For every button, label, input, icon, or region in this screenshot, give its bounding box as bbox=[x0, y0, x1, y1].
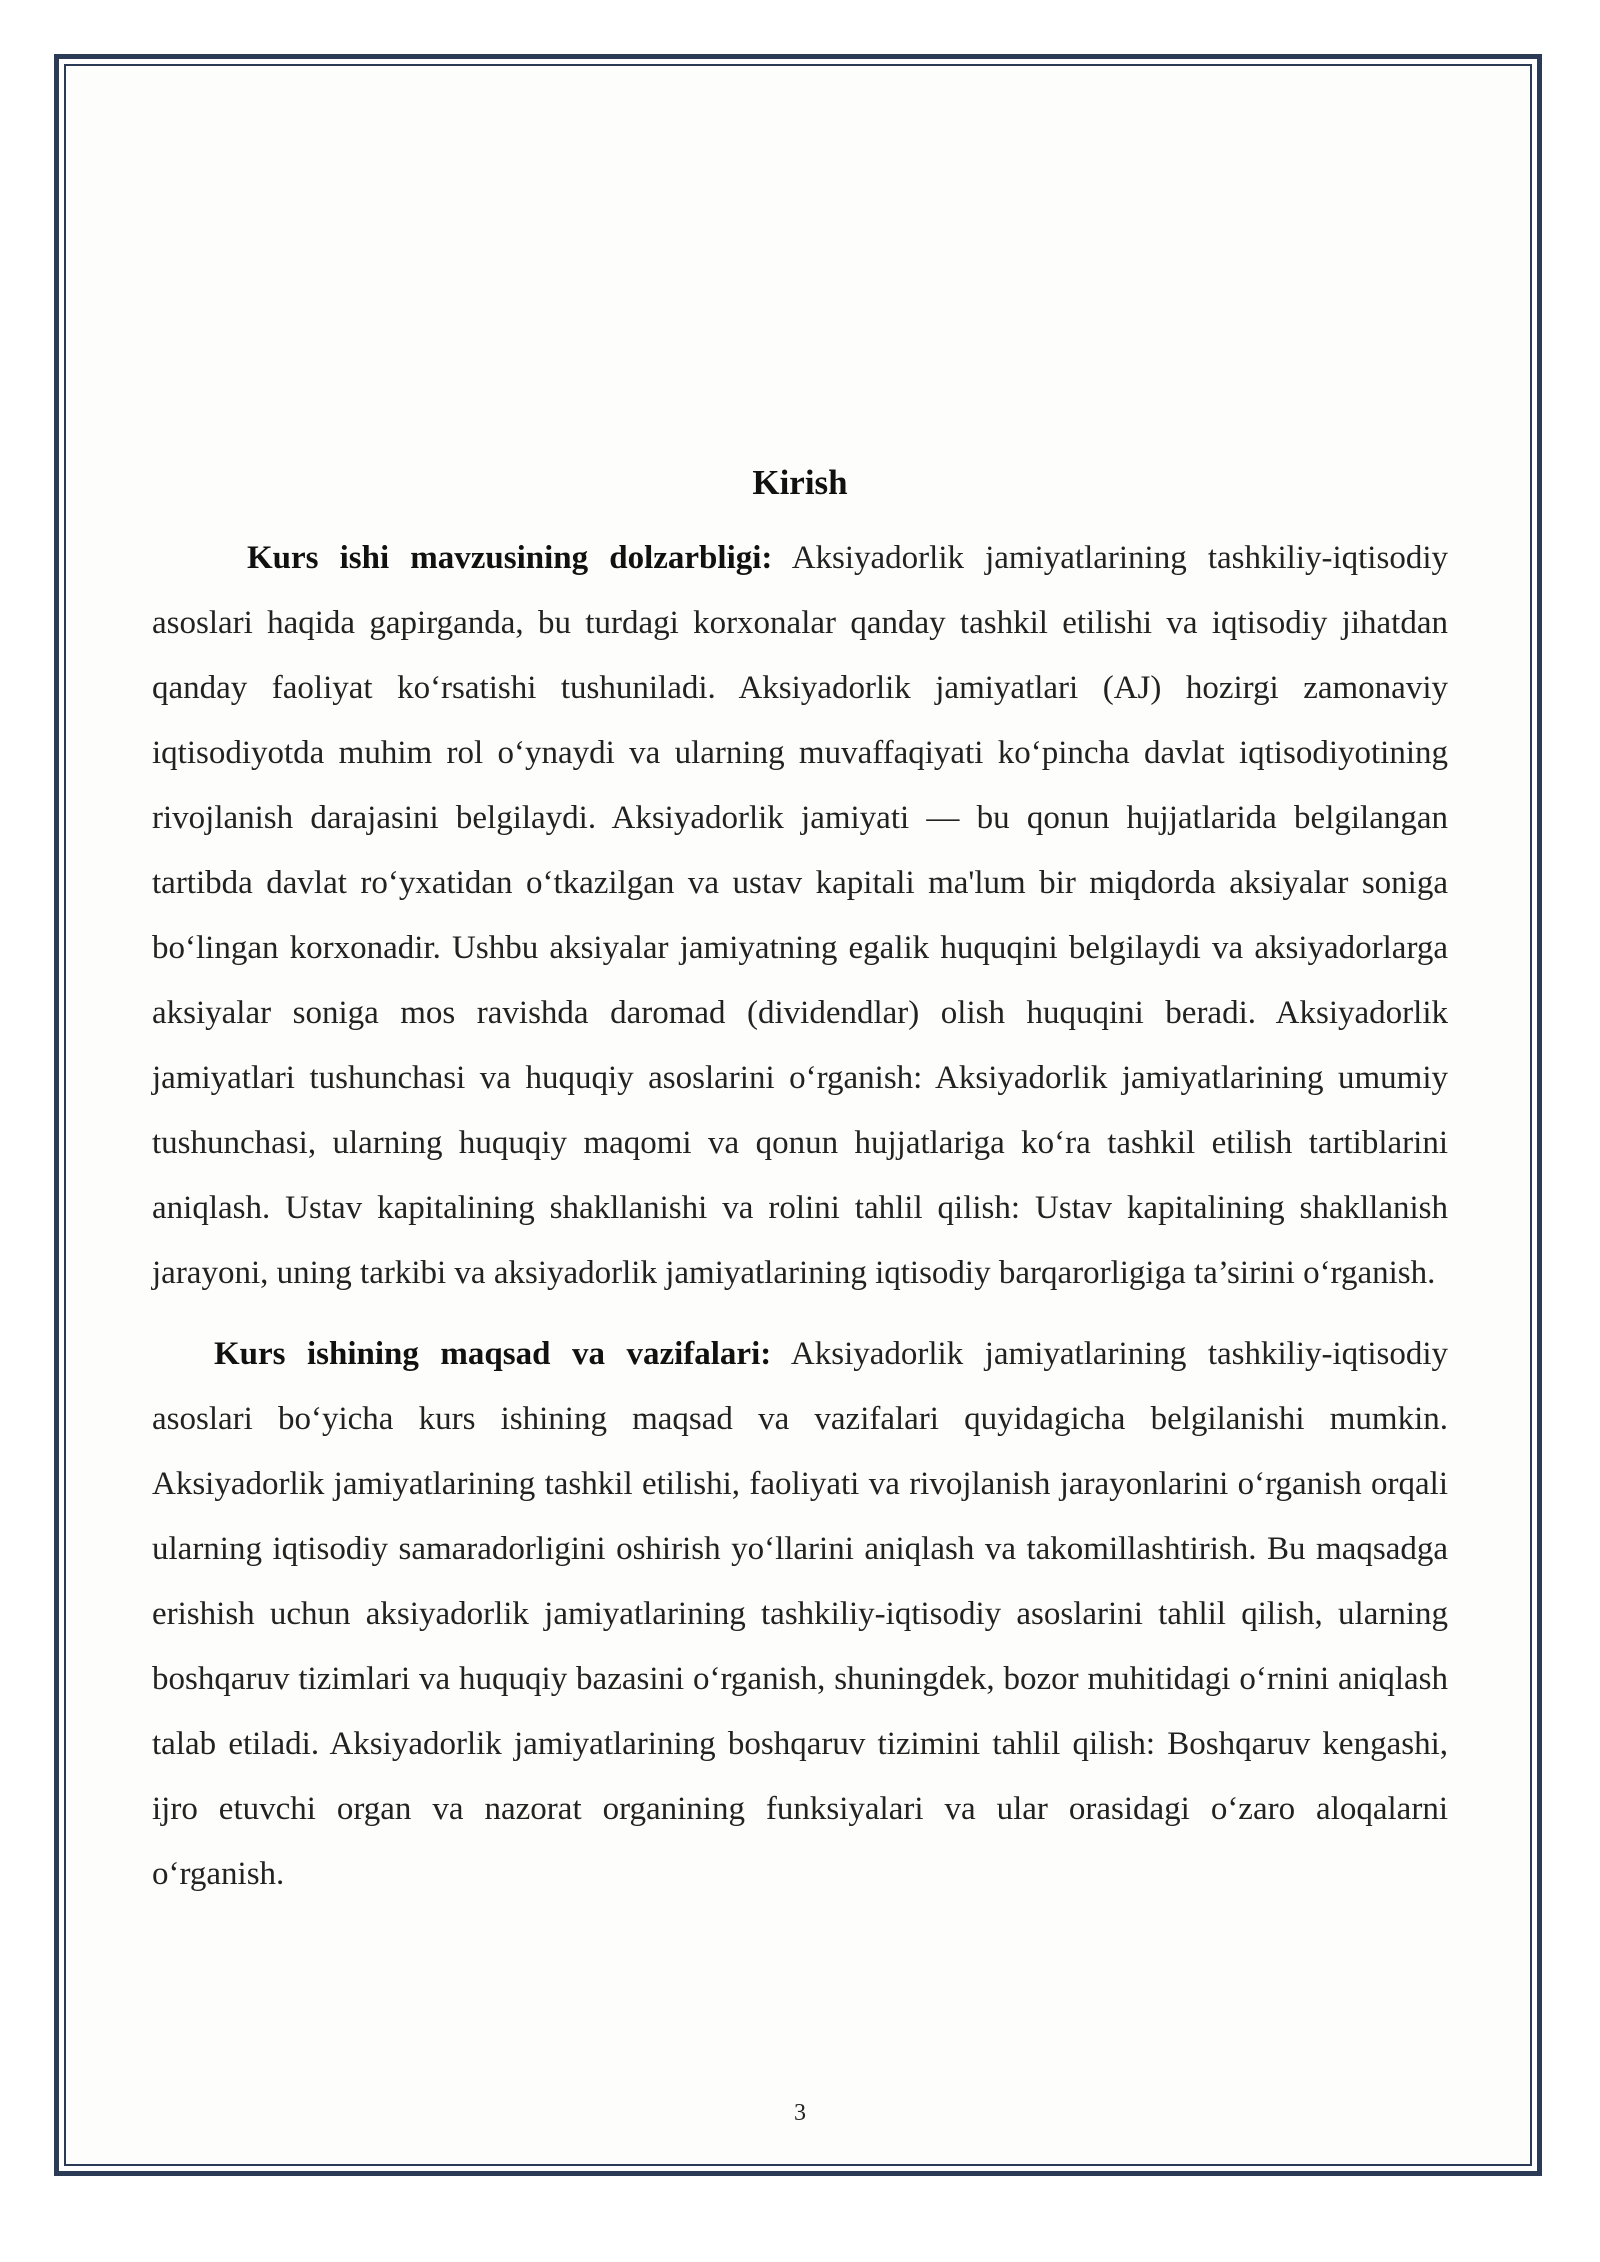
paragraph-goals bbox=[152, 1322, 1448, 1907]
page-number: 3 bbox=[794, 2100, 806, 2126]
section-heading: Kirish bbox=[752, 463, 848, 502]
paragraph-text-goals: Aksiyadorlik jamiyatlarining tashkiliy-iqtisodiy asoslari bo‘yicha kurs ishining maqsad va vazifalari quyidagicha belgilanishi mumkin. Aksiyadorlik jamiyatlarining tashkil etilishi, faoliyati va rivojlanish jarayonlarini o‘rganish orqali ularning iqtisodiy samaradorligini oshirish yo‘llarini aniqlash va takomillashtirish. Bu maqsadga erishish uchun aksiyadorlik jamiyatlarining tashkiliy-iqtisodiy asoslarini tahlil qilish, ularning boshqaruv tizimlari va huquqiy bazasini o‘rganish, shuningdek, bozor muhitidagi o‘rnini aniqlash talab etiladi. Aksiyadorlik jamiyatlarining boshqaruv tizimini tahlil qilish: Boshqaruv kengashi, ijro etuvchi organ va nazorat organining funksiyalari va ular orasidagi o‘zaro aloqalarni o‘rganish. bbox=[152, 1336, 1449, 1892]
paragraph-lead-goals: Kurs ishining maqsad va vazifalari: bbox=[214, 1336, 772, 1372]
paragraph-relevance bbox=[152, 526, 1448, 1306]
paragraph-text-relevance: Aksiyadorlik jamiyatlarining tashkiliy-iqtisodiy asoslari haqida gapirganda, bu turdagi korxonalar qanday tashkil etilishi va iqtisodiy jihatdan qanday faoliyat ko‘rsatishi tushuniladi. Aksiyadorlik jamiyatlari (AJ) hozirgi zamonaviy iqtisodiyotda muhim rol o‘ynaydi va ularning muvaffaqiyati ko‘pincha davlat iqtisodiyotining rivojlanish darajasini belgilaydi. Aksiyadorlik jamiyati — bu qonun hujjatlarida belgilangan tartibda davlat ro‘yxatidan o‘tkazilgan va ustav kapitali ma'lum bir miqdorda aksiyalar soniga bo‘lingan korxonadir. Ushbu aksiyalar jamiyatning egalik huquqini belgilaydi va aksiyadorlarga aksiyalar soniga mos ravishda daromad (dividendlar) olish huquqini beradi. Aksiyadorlik jamiyatlari tushunchasi va huquqiy asoslarini o‘rganish: Aksiyadorlik jamiyatlarining umumiy tushunchasi, ularning huquqiy maqomi va qonun hujjatlariga ko‘ra tashkil etilish tartiblarini aniqlash. Ustav kapitalining shakllanishi va rolini tahlil qilish: Ustav kapitalining shakllanish jarayoni, uning tarkibi va aksiyadorlik jamiyatlarining iqtisodiy barqarorligiga ta’sirini o‘rganish. bbox=[152, 540, 1448, 1291]
paragraph-lead-relevance: Kurs ishi mavzusining dolzarbligi: bbox=[247, 540, 773, 576]
document-body bbox=[152, 455, 1448, 1907]
